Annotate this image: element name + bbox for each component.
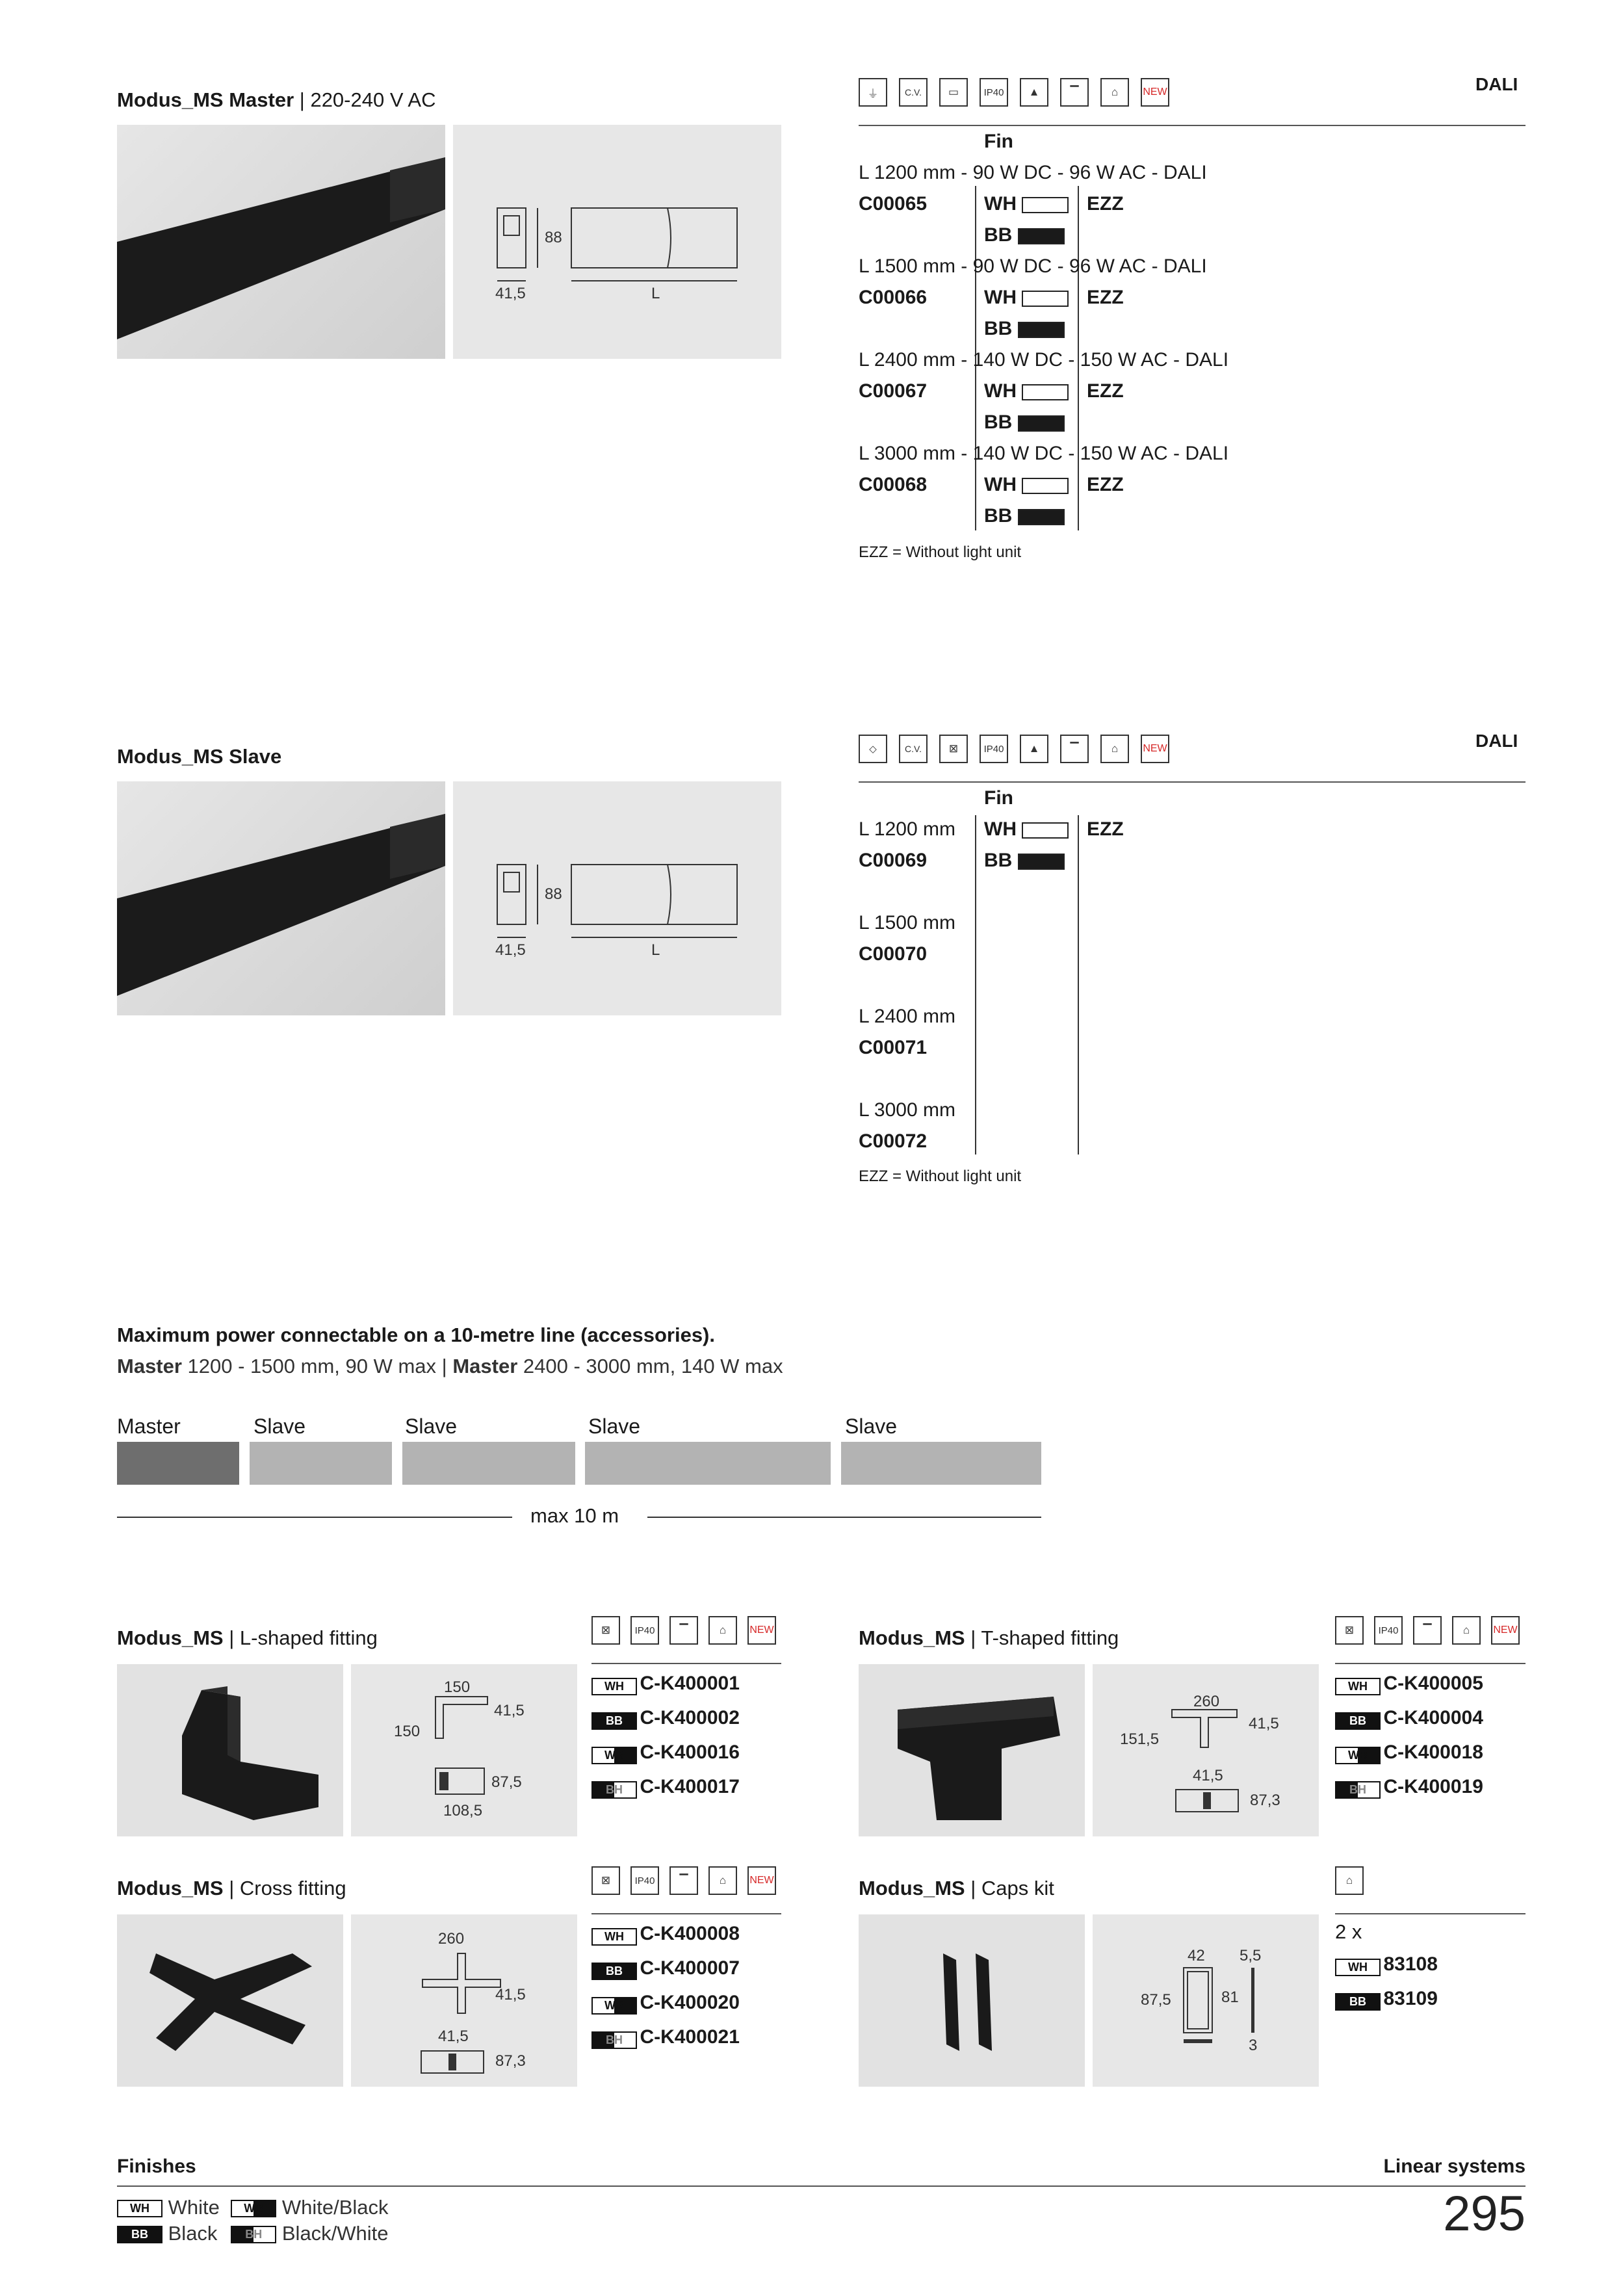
finishes-legend xyxy=(117,2195,389,2247)
dim-label: 87,3 xyxy=(1250,1792,1280,1809)
finish-bb: BB xyxy=(984,407,1065,438)
code-row: BH C-K400019 xyxy=(1335,1771,1483,1806)
slave-length: L 2400 mm xyxy=(859,1006,955,1027)
no-driver-icon: ⊠ xyxy=(591,1866,620,1895)
master-width-dim: 41,5 xyxy=(495,285,526,302)
track-profile-image xyxy=(117,781,445,1015)
dim-label: 150 xyxy=(444,1678,471,1696)
code-row: WH C-K400008 xyxy=(591,1918,740,1953)
dim-label: 260 xyxy=(438,1930,465,1948)
slave-segment-bar xyxy=(585,1442,831,1485)
ceiling-icon: ▔ xyxy=(669,1866,698,1895)
master-divider xyxy=(859,125,1526,126)
max-length-label: max 10 m xyxy=(530,1504,619,1527)
master-product-photo xyxy=(117,125,445,359)
slave-code: C00071 xyxy=(859,1037,928,1058)
spot-icon: ▲ xyxy=(1020,735,1048,763)
master-length: L 3000 mm - 140 W DC - 150 W AC - DALI xyxy=(859,443,1229,464)
legend-row: WH White WB White/Black xyxy=(117,2195,389,2221)
section-name: Linear systems xyxy=(1383,2156,1526,2177)
dim-label: 108,5 xyxy=(443,1802,483,1820)
option-ezz: EZZ xyxy=(1087,474,1124,495)
cv-icon: C.V. xyxy=(899,735,928,763)
slave-segment-bar xyxy=(250,1442,392,1485)
code-row: WH C-K400005 xyxy=(1335,1668,1483,1702)
recessed-icon: ⌂ xyxy=(708,1866,737,1895)
page-number: 295 xyxy=(1443,2186,1526,2241)
caps-kit-drawing xyxy=(1093,1914,1319,2087)
master-height-dim: 88 xyxy=(545,229,562,246)
dim-label: 41,5 xyxy=(438,2028,469,2045)
code-row: WB C-K400018 xyxy=(1335,1737,1483,1771)
segment-label: Slave xyxy=(405,1415,458,1438)
slave-fin-header: Fin xyxy=(984,787,1013,809)
no-driver-icon: ⊠ xyxy=(1335,1616,1364,1645)
code-row: BH C-K400017 xyxy=(591,1771,740,1806)
caps-kit-title: Modus_MS | Caps kit xyxy=(859,1877,1054,1899)
dim-label: 5,5 xyxy=(1240,1947,1262,1964)
ip40-icon: IP40 xyxy=(1374,1616,1403,1645)
power-heading: Maximum power connectable on a 10-metre line (accessories). xyxy=(117,1324,715,1346)
master-code: C00067 xyxy=(859,380,928,402)
master-length: L 1500 mm - 90 W DC - 96 W AC - DALI xyxy=(859,255,1207,277)
master-code: C00066 xyxy=(859,287,928,308)
l-fitting-photo xyxy=(117,1664,343,1836)
ceiling-icon: ▔ xyxy=(669,1616,698,1645)
slave-width-dim: 41,5 xyxy=(495,941,526,959)
swatch-black xyxy=(1018,509,1065,525)
ip40-icon: IP40 xyxy=(630,1616,659,1645)
recessed-icon: ⌂ xyxy=(1100,78,1129,107)
ceiling-icon: ▔ xyxy=(1413,1616,1442,1645)
ip40-icon: IP40 xyxy=(980,78,1008,107)
caps-kit-codes xyxy=(1335,1949,1438,2018)
recessed-icon: ⌂ xyxy=(1452,1616,1481,1645)
class-iii-icon: ◇ xyxy=(859,735,887,763)
master-length: L 2400 mm - 140 W DC - 150 W AC - DALI xyxy=(859,349,1229,371)
code-row: WB C-K400016 xyxy=(591,1737,740,1771)
caps-quantity: 2 x xyxy=(1335,1920,1362,1943)
slave-segment-bar xyxy=(841,1442,1041,1485)
segment-label: Master xyxy=(117,1415,181,1438)
dim-label: 41,5 xyxy=(1193,1767,1223,1784)
cross-fitting-codes xyxy=(591,1918,740,2056)
l-fitting-codes xyxy=(591,1668,740,1806)
cross-fitting-divider xyxy=(591,1913,781,1914)
new-badge-icon: NEW xyxy=(1491,1616,1520,1645)
slave-length: L 1200 mm xyxy=(859,818,955,840)
dim-label: 87,5 xyxy=(1141,1991,1171,2009)
t-fitting-codes xyxy=(1335,1668,1483,1806)
dim-label: 41,5 xyxy=(494,1702,525,1719)
recessed-icon: ⌂ xyxy=(708,1616,737,1645)
slave-title: Modus_MS Slave xyxy=(117,745,282,768)
dim-label: 260 xyxy=(1193,1693,1220,1710)
finish-wh: WH xyxy=(984,469,1069,501)
cv-icon: C.V. xyxy=(899,78,928,107)
cross-fitting-drawing xyxy=(351,1914,577,2087)
dim-label: 87,5 xyxy=(491,1773,522,1791)
swatch-black xyxy=(1018,228,1065,244)
option-ezz: EZZ xyxy=(1087,287,1124,308)
dim-label: 41,5 xyxy=(1249,1715,1279,1732)
slave-dimension-drawing xyxy=(453,781,781,1015)
swatch-white xyxy=(1022,384,1069,400)
l-fitting-title: Modus_MS | L-shaped fitting xyxy=(117,1626,378,1649)
spot-icon: ▲ xyxy=(1020,78,1048,107)
slave-height-dim: 88 xyxy=(545,885,562,903)
master-fin-header: Fin xyxy=(984,131,1013,152)
code-row: BH C-K400021 xyxy=(591,2022,740,2056)
cross-fitting-photo xyxy=(117,1914,343,2087)
segment-label: Slave xyxy=(845,1415,898,1438)
t-fitting-image xyxy=(859,1664,1085,1836)
slave-length: L 1500 mm xyxy=(859,912,955,933)
slave-vline-2 xyxy=(1078,815,1079,1155)
l-fitting-divider xyxy=(591,1663,781,1664)
recessed-icon: ⌂ xyxy=(1100,735,1129,763)
dim-label: 150 xyxy=(394,1723,421,1740)
earth-icon: ⏚ xyxy=(859,78,887,107)
ip40-icon: IP40 xyxy=(630,1866,659,1895)
new-badge-icon: NEW xyxy=(747,1616,776,1645)
cross-fitting-title: Modus_MS | Cross fitting xyxy=(117,1877,346,1899)
recessed-icon: ⌂ xyxy=(1335,1866,1364,1895)
no-driver-icon: ⊠ xyxy=(939,735,968,763)
slave-dali-label: DALI xyxy=(1475,731,1518,751)
master-length-dim: L xyxy=(651,285,660,302)
slave-code: C00072 xyxy=(859,1130,928,1152)
legend-row: BB Black BH Black/White xyxy=(117,2221,389,2247)
new-badge-icon: NEW xyxy=(747,1866,776,1895)
master-dali-label: DALI xyxy=(1475,74,1518,94)
master-note: EZZ = Without light unit xyxy=(859,543,1022,561)
swatch-white xyxy=(1022,291,1069,307)
slave-divider xyxy=(859,781,1526,783)
dim-label: 87,3 xyxy=(495,2052,526,2070)
dim-label: 41,5 xyxy=(495,1986,526,2003)
finishes-title: Finishes xyxy=(117,2156,196,2177)
dim-label: 151,5 xyxy=(1120,1730,1160,1748)
l-fitting-drawing xyxy=(351,1664,577,1836)
swatch-white xyxy=(1022,197,1069,213)
t-fitting-divider xyxy=(1335,1663,1526,1664)
master-code: C00068 xyxy=(859,474,928,495)
finish-wh: WH xyxy=(984,189,1069,220)
slave-product-photo xyxy=(117,781,445,1015)
caps-kit-photo xyxy=(859,1914,1085,2087)
slave-note: EZZ = Without light unit xyxy=(859,1168,1022,1185)
driver-icon: ▭ xyxy=(939,78,968,107)
code-row: BB C-K400007 xyxy=(591,1953,740,1987)
master-code: C00065 xyxy=(859,193,928,215)
no-driver-icon: ⊠ xyxy=(591,1616,620,1645)
new-badge-icon: NEW xyxy=(1141,735,1169,763)
t-fitting-photo xyxy=(859,1664,1085,1836)
slave-code: C00070 xyxy=(859,943,928,965)
master-title: Modus_MS Master | 220-240 V AC xyxy=(117,88,436,111)
code-row: BB 83109 xyxy=(1335,1983,1438,2018)
swatch-black xyxy=(1018,322,1065,338)
segment-label: Slave xyxy=(253,1415,306,1438)
master-length: L 1200 mm - 90 W DC - 96 W AC - DALI xyxy=(859,162,1207,183)
code-row: WB C-K400020 xyxy=(591,1987,740,2022)
finish-wh: WH xyxy=(984,282,1069,313)
swatch-black xyxy=(1018,415,1065,432)
finish-wh: WH xyxy=(984,814,1069,845)
code-row: BB C-K400002 xyxy=(591,1702,740,1737)
dim-label: 81 xyxy=(1221,1989,1239,2006)
power-subheading: Master 1200 - 1500 mm, 90 W max | Master 2400 - 3000 mm, 140 W max xyxy=(117,1355,783,1377)
swatch-white xyxy=(1022,478,1069,494)
cross-fitting-image xyxy=(117,1914,343,2087)
finish-bb: BB xyxy=(984,501,1065,532)
master-segment-bar xyxy=(117,1442,239,1485)
code-row: WH 83108 xyxy=(1335,1949,1438,1983)
t-fitting-drawing xyxy=(1093,1664,1319,1836)
dim-label: 3 xyxy=(1249,2037,1258,2054)
slave-code: C00069 xyxy=(859,850,928,871)
dim-label: 42 xyxy=(1188,1947,1205,1964)
finish-wh: WH xyxy=(984,376,1069,407)
option-ezz: EZZ xyxy=(1087,380,1124,402)
code-row: BB C-K400004 xyxy=(1335,1702,1483,1737)
ip40-icon: IP40 xyxy=(980,735,1008,763)
slave-length-dim: L xyxy=(651,941,660,959)
caps-kit-divider xyxy=(1335,1913,1526,1914)
finish-bb: BB xyxy=(984,313,1065,345)
t-fitting-title: Modus_MS | T-shaped fitting xyxy=(859,1626,1119,1649)
swatch-black xyxy=(1018,854,1065,870)
code-row: WH C-K400001 xyxy=(591,1668,740,1702)
footer-divider xyxy=(117,2185,1526,2187)
slave-length: L 3000 mm xyxy=(859,1099,955,1121)
segment-label: Slave xyxy=(588,1415,641,1438)
finish-bb: BB xyxy=(984,845,1065,876)
track-profile-image xyxy=(117,125,445,359)
max-line-left xyxy=(117,1517,512,1518)
swatch-white xyxy=(1022,822,1069,839)
finish-bb: BB xyxy=(984,220,1065,251)
slave-vline-1 xyxy=(975,815,976,1155)
l-fitting-image xyxy=(117,1664,343,1836)
caps-kit-image xyxy=(859,1914,1085,2087)
new-badge-icon: NEW xyxy=(1141,78,1169,107)
ceiling-icon: ▔ xyxy=(1060,78,1089,107)
max-line-right xyxy=(647,1517,1041,1518)
option-ezz: EZZ xyxy=(1087,818,1124,840)
slave-segment-bar xyxy=(402,1442,575,1485)
master-dimension-drawing xyxy=(453,125,781,359)
ceiling-icon: ▔ xyxy=(1060,735,1089,763)
option-ezz: EZZ xyxy=(1087,193,1124,215)
